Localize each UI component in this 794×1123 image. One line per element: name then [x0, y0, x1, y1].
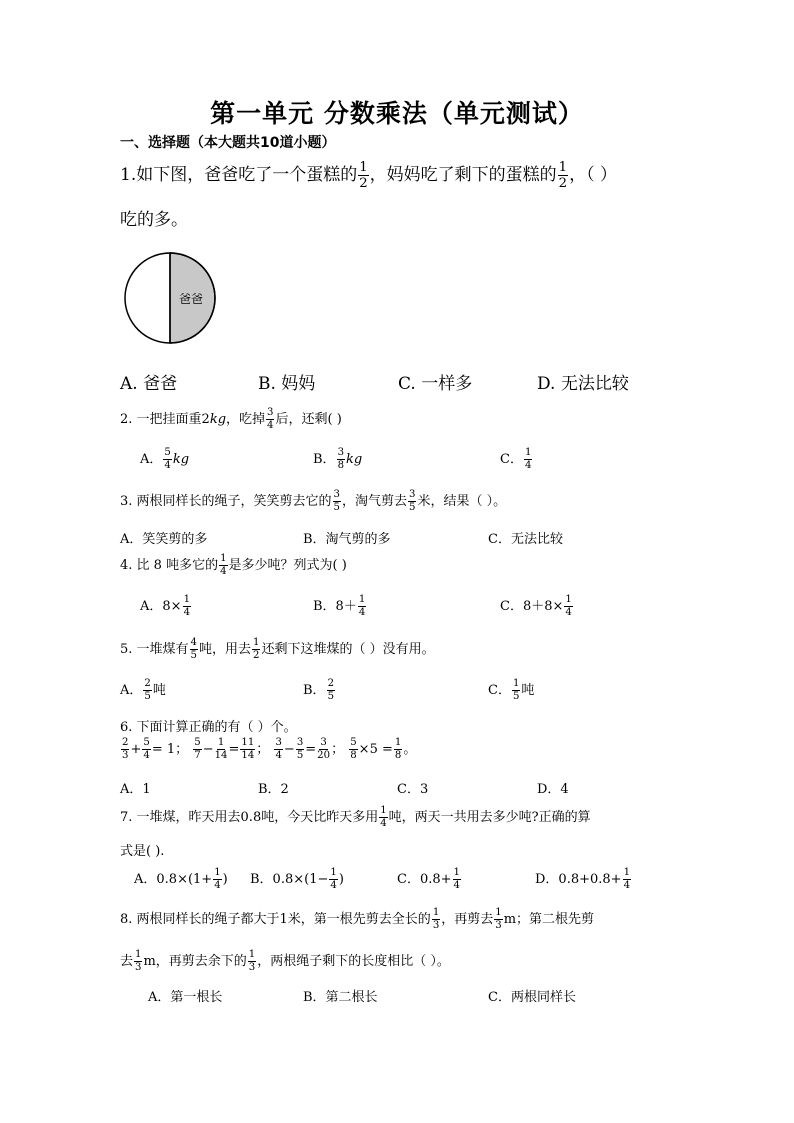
q6-option-d[interactable]: D．4 [537, 782, 569, 797]
fraction: $\frac{1}{4}$ [380, 805, 387, 830]
q7-option-d[interactable]: D．0.8+0.8+ $\frac{1}{4}$ [535, 867, 631, 892]
question-8-line-2: 去 $\frac{1}{3}$ m，再剪去余下的 $\frac{1}{3}$ ，两根绳子剩下的长度相比（ ）。 [120, 949, 450, 974]
fraction: $\frac{1}{4}$ [214, 867, 221, 892]
fraction: $\frac{1}{2}$ [359, 159, 368, 191]
fraction: $\frac{1}{8}$ [394, 737, 402, 762]
q5-option-a[interactable]: A． $\frac{2}{5}$ 吨 [120, 678, 166, 703]
q6-option-c[interactable]: C．3 [397, 782, 429, 797]
q3-option-c[interactable]: C．无法比较 [488, 532, 563, 547]
q4-option-c[interactable]: C．8＋8× $\frac{1}{4}$ [500, 594, 572, 619]
question-3: 3. 两根同样长的绳子，笑笑剪去它的 $\frac{3}{5}$ ，淘气剪去 $\frac{3}{5}$ 米，结果（ ）。 [120, 489, 507, 514]
fraction: $\frac{3}{4}$ [275, 737, 282, 762]
q7-option-b[interactable]: B．0.8×(1− $\frac{1}{4}$ ) [250, 867, 344, 892]
q1-option-c[interactable]: C. 一样多 [398, 374, 473, 394]
fraction: $\frac{1}{4}$ [358, 594, 366, 619]
question-6-expressions: $\frac{2}{3}$ + $\frac{5}{4}$ = 1； $\frac{5}{7}$ − $\frac{1}{14}$ = $\frac{11}{14}$ ； $\frac{3}{4}$ − $\frac{3}{5}$ = $\frac{3}{20}$ ； $\frac{5}{8}$ ×5 = $\frac{1}{8}$ 。 [122, 737, 417, 762]
q5-option-c[interactable]: C． $\frac{1}{5}$ 吨 [488, 678, 535, 703]
fraction: $\frac{1}{4}$ [623, 867, 631, 892]
fraction: $\frac{3}{5}$ [296, 737, 304, 762]
q2-option-b[interactable]: B． $\frac{3}{8}$ kg [313, 447, 363, 472]
fraction: $\frac{1}{3}$ [248, 949, 256, 974]
fraction: $\frac{1}{4}$ [524, 447, 532, 472]
question-2: 2. 一把挂面重2kg，吃掉 $\frac{3}{4}$ 后，还剩( ) [120, 407, 342, 432]
question-8: 8. 两根同样长的绳子都大于1米，第一根先剪去全长的 $\frac{1}{3}$ ，再剪去 $\frac{1}{3}$ m；第二根先剪 [120, 907, 595, 932]
q8-option-c[interactable]: C．两根同样长 [488, 990, 576, 1005]
question-4: 4. 比 8 吨多它的 $\frac{1}{4}$ 是多少吨？列式为( ) [120, 553, 347, 578]
q1-option-a[interactable]: A. 爸爸 [120, 374, 178, 394]
q4-option-b[interactable]: B．8＋ $\frac{1}{4}$ [313, 594, 366, 619]
cake-label: 爸爸 [178, 292, 204, 306]
question-5: 5. 一堆煤有 $\frac{4}{5}$ 吨，用去 $\frac{1}{2}$ 还剩下这堆煤的（ ）没有用。 [120, 637, 435, 662]
question-1-line-1: 1.如下图，爸爸吃了一个蛋糕的 $\frac{1}{2}$ ，妈妈吃了剩下的蛋糕的 $\frac{1}{2}$ ，（ ） [120, 159, 618, 191]
fraction: $\frac{1}{4}$ [453, 867, 460, 892]
q7-option-a[interactable]: A．0.8×(1+ $\frac{1}{4}$ ) [134, 867, 228, 892]
cake-diagram [122, 250, 222, 346]
q2-option-a[interactable]: A． $\frac{5}{4}$ kg [140, 447, 190, 472]
fraction: $\frac{1}{4}$ [220, 553, 227, 578]
fraction: $\frac{1}{4}$ [330, 867, 337, 892]
q7-option-c[interactable]: C．0.8+ $\frac{1}{4}$ [397, 867, 460, 892]
fraction: $\frac{1}{2}$ [558, 159, 568, 191]
q6-option-b[interactable]: B．2 [258, 782, 289, 797]
fraction: $\frac{4}{5}$ [190, 637, 197, 662]
q1-option-d[interactable]: D. 无法比较 [537, 374, 629, 394]
fraction: $\frac{2}{5}$ [327, 678, 335, 703]
fraction: $\frac{1}{4}$ [183, 594, 191, 619]
fraction: $\frac{1}{3}$ [495, 907, 502, 932]
q3-option-a[interactable]: A．笑笑剪的多 [120, 532, 208, 547]
q6-option-a[interactable]: A．1 [120, 782, 151, 797]
fraction: $\frac{3}{8}$ [337, 447, 345, 472]
fraction: $\frac{5}{8}$ [350, 737, 357, 762]
page-title: 第一单元 分数乘法（单元测试） [210, 99, 584, 128]
fraction: $\frac{5}{4}$ [143, 737, 150, 762]
q4-option-a[interactable]: A．8× $\frac{1}{4}$ [140, 594, 191, 619]
fraction: $\frac{3}{20}$ [317, 737, 331, 762]
fraction: $\frac{5}{7}$ [194, 737, 201, 762]
fraction: $\frac{11}{14}$ [241, 737, 255, 762]
fraction: $\frac{1}{3}$ [135, 949, 142, 974]
fraction: $\frac{2}{3}$ [122, 737, 129, 762]
fraction: $\frac{5}{4}$ [164, 447, 171, 472]
fraction: $\frac{3}{5}$ [409, 489, 416, 514]
fraction: $\frac{3}{5}$ [333, 489, 340, 514]
fraction: $\frac{3}{4}$ [267, 407, 274, 432]
fraction: $\frac{1}{3}$ [432, 907, 440, 932]
question-6: 6. 下面计算正确的有（ ）个。 [120, 720, 297, 735]
q8-option-b[interactable]: B．第二根长 [303, 990, 378, 1005]
question-7: 7. 一堆煤，昨天用去0.8吨，今天比昨天多用 $\frac{1}{4}$ 吨，两天一共用去多少吨?正确的算 [120, 805, 591, 830]
fraction: $\frac{2}{5}$ [144, 678, 151, 703]
question-1-line-2: 吃的多。 [120, 210, 188, 230]
fraction: $\frac{1}{2}$ [253, 637, 260, 662]
q8-option-a[interactable]: A．第一根长 [148, 990, 223, 1005]
q1-option-b[interactable]: B. 妈妈 [258, 374, 316, 394]
question-7-line-2: 式是( ). [120, 844, 165, 859]
q3-option-b[interactable]: B．淘气剪的多 [303, 532, 391, 547]
q5-option-b[interactable]: B． $\frac{2}{5}$ [303, 678, 335, 703]
fraction: $\frac{1}{4}$ [565, 594, 572, 619]
fraction: $\frac{1}{14}$ [214, 737, 228, 762]
q2-option-c[interactable]: C． $\frac{1}{4}$ [500, 447, 532, 472]
section-heading: 一、选择题（本大题共10道小题） [120, 135, 336, 151]
fraction: $\frac{1}{5}$ [512, 678, 520, 703]
